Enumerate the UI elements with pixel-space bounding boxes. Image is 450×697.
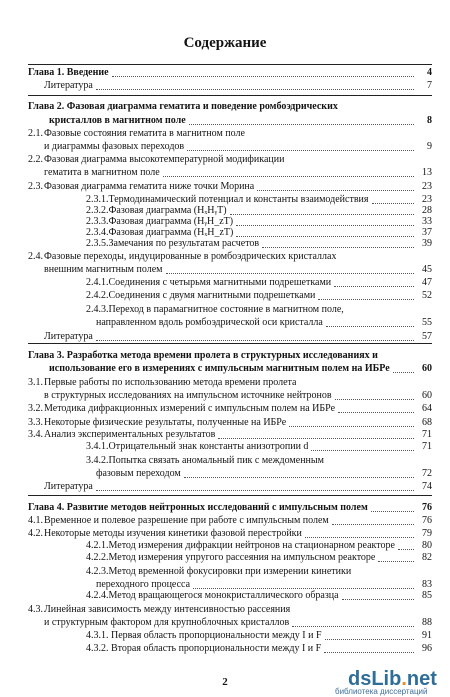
toc-entry[interactable] (0, 363, 450, 375)
toc-entry[interactable] (0, 350, 450, 362)
toc-entry[interactable] (0, 417, 450, 429)
toc-leader-dots (96, 340, 414, 341)
toc-entry-page: 33 (422, 216, 432, 227)
toc-entry[interactable] (0, 515, 450, 527)
toc-leader-dots (193, 588, 414, 589)
toc-entry-number: 3.2. (28, 403, 43, 414)
toc-entry-text: 2.3.3.Фазовая диаграмма (HᵧH_zT) (86, 216, 234, 227)
toc-entry-number: 2.4. (28, 251, 43, 262)
toc-entry-text: Некоторые методы изучения кинетики фазовой перестройки (44, 528, 302, 539)
toc-leader-dots (292, 626, 414, 627)
toc-entry-text: в структурных исследованиях на импульсном источнике нейтронов (44, 390, 332, 401)
toc-entry-text: 4.2.4.Метод вращающегося монокристаллического образца (86, 590, 339, 601)
toc-entry-number: 2.2. (28, 154, 43, 165)
toc-entry-text: и диаграммы фазовых переходов (44, 141, 185, 152)
toc-entry-text: кристаллов в магнитном поле (49, 115, 186, 126)
toc-entry-page: 9 (427, 141, 432, 152)
toc-entry-text: и структурным фактором для крупноблочных кристаллов (44, 617, 290, 628)
toc-entry-page: 72 (422, 468, 432, 479)
toc-entry[interactable] (0, 154, 450, 166)
toc-entry-text: 2.3.1.Термодинамический потенциал и константы взаимодействия (86, 194, 369, 205)
toc-entry[interactable] (0, 441, 450, 453)
toc-entry-text: Некоторые физические результаты, полученные на ИБРе (44, 417, 287, 428)
toc-entry[interactable] (0, 566, 450, 578)
toc-entry-text: 2.4.2.Соединения с двумя магнитными подрешетками (86, 290, 316, 301)
toc-entry-page: 55 (422, 317, 432, 328)
toc-entry-number: 3.4. (28, 429, 43, 440)
toc-leader-dots (236, 225, 414, 226)
toc-leader-dots (230, 214, 414, 215)
toc-entry[interactable] (0, 141, 450, 153)
toc-entry-page: 47 (422, 277, 432, 288)
toc-entry[interactable] (0, 290, 450, 302)
toc-leader-dots (289, 426, 414, 427)
toc-leader-dots (305, 537, 414, 538)
toc-entry[interactable] (0, 377, 450, 389)
toc-entry[interactable] (0, 181, 450, 193)
toc-entry-page: 80 (422, 540, 432, 551)
toc-entry-page: 8 (427, 115, 432, 126)
toc-entry-number: 4.3. (28, 604, 43, 615)
toc-entry[interactable] (0, 331, 450, 343)
toc-entry[interactable] (0, 80, 450, 92)
toc-entry[interactable] (0, 390, 450, 402)
toc-entry[interactable] (0, 590, 450, 602)
toc-entry-text: Фазовые состояния гематита в магнитном поле (44, 128, 245, 139)
toc-entry[interactable] (0, 604, 450, 616)
toc-entry[interactable] (0, 643, 450, 655)
toc-entry-page: 39 (422, 238, 432, 249)
watermark-logo: dsLib.net (348, 668, 437, 690)
toc-leader-dots (166, 273, 414, 274)
toc-entry-page: 79 (422, 528, 432, 539)
toc-entry-page: 88 (422, 617, 432, 628)
toc-entry-text: 4.3.1. Первая область пропорциональности между I и F (86, 630, 322, 641)
toc-entry-page: 28 (422, 205, 432, 216)
toc-entry[interactable] (0, 251, 450, 263)
chapter-separator (28, 343, 432, 344)
toc-entry-page: 76 (422, 502, 432, 513)
toc-entry-page: 7 (427, 80, 432, 91)
toc-leader-dots (187, 150, 414, 151)
toc-entry-text: 2.4.1.Соединения с четырьмя магнитными подрешетками (86, 277, 332, 288)
toc-entry-text: Глава 3. Разработка метода времени пролета в структурных исследованиях и (28, 350, 378, 361)
page-title: Содержание (183, 35, 267, 51)
toc-entry-page: 68 (422, 417, 432, 428)
toc-entry-page: 64 (422, 403, 432, 414)
toc-entry-number: 3.1. (28, 377, 43, 388)
toc-entry-number: 2.3. (28, 181, 43, 192)
toc-entry[interactable] (0, 304, 450, 316)
toc-entry-text: Глава 1. Введение (28, 67, 109, 78)
toc-leader-dots (96, 490, 414, 491)
toc-entry[interactable] (0, 502, 450, 514)
toc-entry[interactable] (0, 128, 450, 140)
toc-entry-text: 2.3.2.Фазовая диаграмма (HₓHᵧT) (86, 205, 227, 216)
toc-entry[interactable] (0, 238, 450, 250)
toc-entry-text: внешним магнитным полем (44, 264, 163, 275)
toc-entry-text: Временное и полевое разрешение при работе с импульсным полем (44, 515, 329, 526)
toc-entry-page: 96 (422, 643, 432, 654)
toc-entry-text: 2.3.4.Фазовая диаграмма (HₓH_zT) (86, 227, 234, 238)
toc-leader-dots (335, 399, 414, 400)
toc-entry[interactable] (0, 528, 450, 540)
toc-entry[interactable] (0, 481, 450, 493)
toc-entry-page: 52 (422, 290, 432, 301)
toc-entry-page: 76 (422, 515, 432, 526)
toc-entry-text: 3.4.1.Отрицательный знак константы анизотропии d (86, 441, 309, 452)
toc-entry-text: Фазовая диаграмма высокотемпературной модификации (44, 154, 285, 165)
toc-entry-text: Фазовая диаграмма гематита ниже точки Морина (44, 181, 255, 192)
toc-entry-page: 82 (422, 552, 432, 563)
toc-entry-text: Первые работы по использованию метода времени пролета (44, 377, 297, 388)
page-number: 2 (222, 676, 228, 688)
toc-entry[interactable] (0, 277, 450, 289)
toc-leader-dots (236, 236, 414, 237)
chapter-separator (28, 95, 432, 96)
toc-entry-page: 91 (422, 630, 432, 641)
toc-leader-dots (257, 190, 414, 191)
toc-entry-page: 60 (422, 363, 432, 374)
toc-entry-page: 13 (422, 167, 432, 178)
toc-entry[interactable] (0, 540, 450, 552)
toc-entry[interactable] (0, 264, 450, 276)
toc-entry[interactable] (0, 403, 450, 415)
toc-entry-text: Глава 2. Фазовая диаграмма гематита и поведение ромбоэдрических (28, 101, 338, 112)
toc-entry[interactable] (0, 67, 450, 79)
toc-leader-dots (189, 124, 414, 125)
toc-entry-page: 45 (422, 264, 432, 275)
toc-entry-page: 57 (422, 331, 432, 342)
toc-entry-page: 37 (422, 227, 432, 238)
toc-leader-dots (324, 652, 414, 653)
toc-entry-text: Методика дифракционных измерений с импульсным полем на ИБРе (44, 403, 336, 414)
toc-entry-text: 4.2.1.Метод измерения дифракции нейтронов на стационарном реакторе (86, 540, 395, 551)
chapter-separator (28, 495, 432, 496)
toc-entry-text: Глава 4. Развитие методов нейтронных исследований с импульсным полем (28, 502, 368, 513)
toc-entry[interactable] (0, 468, 450, 480)
toc-entry[interactable] (0, 617, 450, 629)
toc-entry-text: 4.2.3.Метод временной фокусировки при измерении кинетики (86, 566, 352, 577)
toc-entry[interactable] (0, 101, 450, 113)
toc-leader-dots (338, 412, 414, 413)
toc-entry-text: Литература (44, 331, 93, 342)
toc-entry-page: 4 (427, 67, 432, 78)
toc-leader-dots (184, 477, 414, 478)
toc-leader-dots (218, 438, 414, 439)
toc-entry[interactable] (0, 167, 450, 179)
toc-entry-text: Литература (44, 80, 93, 91)
toc-leader-dots (311, 450, 414, 451)
toc-leader-dots (332, 524, 414, 525)
toc-entry-number: 4.2. (28, 528, 43, 539)
toc-entry-page: 71 (422, 441, 432, 452)
toc-leader-dots (96, 89, 414, 90)
toc-entry-text: Линейная зависимость между интенсивностью рассеяния (44, 604, 291, 615)
toc-entry[interactable] (0, 429, 450, 441)
toc-entry[interactable] (0, 317, 450, 329)
toc-leader-dots (318, 299, 414, 300)
toc-entry-page: 23 (422, 194, 432, 205)
toc-entry-text: Фазовые переходы, индуцированные в ромбоэдрических кристаллах (44, 251, 337, 262)
toc-entry-text: 4.2.2.Метод измерения упругого рассеяния на импульсном реакторе (86, 552, 376, 563)
toc-entry-page: 71 (422, 429, 432, 440)
top-rule (28, 64, 432, 65)
toc-leader-dots (262, 247, 414, 248)
toc-entry-page: 23 (422, 181, 432, 192)
toc-entry-page: 60 (422, 390, 432, 401)
toc-entry[interactable] (0, 630, 450, 642)
toc-leader-dots (325, 639, 414, 640)
toc-leader-dots (326, 326, 414, 327)
toc-entry-text: использование его в измерениях с импульсным магнитным полем на ИБРе (49, 363, 390, 374)
toc-leader-dots (163, 176, 414, 177)
toc-entry-text: Литература (44, 481, 93, 492)
toc-entry-text: Анализ экспериментальных результатов (44, 429, 216, 440)
toc-entry-number: 3.3. (28, 417, 43, 428)
toc-entry-number: 4.1. (28, 515, 43, 526)
toc-leader-dots (112, 76, 414, 77)
toc-entry-number: 2.1. (28, 128, 43, 139)
toc-entry-text: 3.4.2.Попытка связать аномальный пик с междоменным (86, 455, 324, 466)
watermark-subtitle: библиотека диссертаций (335, 687, 428, 696)
toc-entry-page: 83 (422, 579, 432, 590)
toc-entry-text: фазовым переходом (96, 468, 181, 479)
toc-entry-page: 85 (422, 590, 432, 601)
toc-entry-text: 4.3.2. Вторая область пропорциональности между I и F (86, 643, 322, 654)
toc-leader-dots (334, 286, 414, 287)
toc-entry[interactable] (0, 115, 450, 127)
toc-entry-text: 2.3.5.Замечания по результатам расчетов (86, 238, 260, 249)
toc-entry-text: переходного процесса (96, 579, 191, 590)
toc-entry-text: гематита в магнитном поле (44, 167, 160, 178)
toc-entry[interactable] (0, 455, 450, 467)
toc-entry-text: 2.4.3.Переход в парамагнитное состояние в магнитном поле, (86, 304, 344, 315)
toc-entry-text: направленном вдоль ромбоэдрической оси кристалла (96, 317, 323, 328)
toc-entry-page: 74 (422, 481, 432, 492)
toc-entry[interactable] (0, 552, 450, 564)
